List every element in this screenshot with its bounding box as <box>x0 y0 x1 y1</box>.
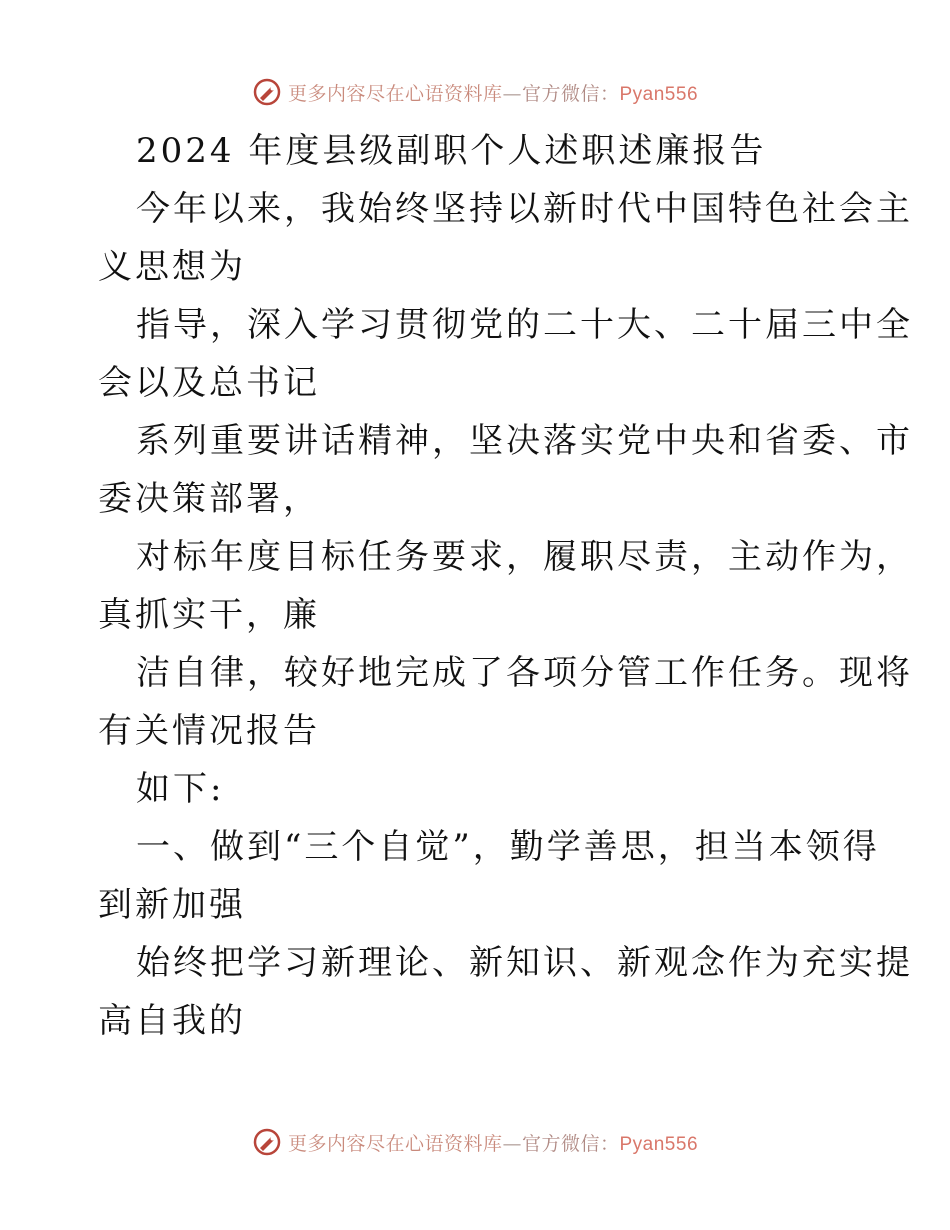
paragraph-line: 义思想为 <box>98 247 246 287</box>
paragraph-line: 始终把学习新理论、新知识、新观念作为充实提 <box>136 943 913 983</box>
pen-nib-circle-icon <box>252 1127 282 1157</box>
paragraph-line: 对标年度目标任务要求，履职尽责，主动作为， <box>136 537 913 577</box>
paragraph-line: 指导，深入学习贯彻党的二十大、二十届三中全 <box>136 305 913 345</box>
pen-nib-circle-icon <box>252 77 282 107</box>
document-title: 2024 年度县级副职个人述职述廉报告 <box>136 131 767 171</box>
paragraph-line: 真抓实干，廉 <box>98 595 320 635</box>
footer-watermark <box>0 1122 950 1162</box>
paragraph-line: 系列重要讲话精神，坚决落实党中央和省委、市 <box>136 421 913 461</box>
watermark-text: 更多内容尽在心语资料库—官方微信：Pyan556 <box>287 1132 699 1155</box>
header-watermark <box>0 72 950 112</box>
paragraph-line: 委决策部署， <box>98 479 320 519</box>
paragraph-line: 高自我的 <box>98 1001 246 1041</box>
section-heading-continued: 到新加强 <box>98 885 246 925</box>
section-heading: 一、做到“三个自觉”，勤学善思，担当本领得 <box>136 827 880 867</box>
paragraph-line: 今年以来，我始终坚持以新时代中国特色社会主 <box>136 189 913 229</box>
watermark-text: 更多内容尽在心语资料库—官方微信：Pyan556 <box>287 82 699 105</box>
paragraph-line: 会以及总书记 <box>98 363 320 403</box>
paragraph-line: 洁自律，较好地完成了各项分管工作任务。现将 <box>136 653 913 693</box>
paragraph-line: 有关情况报告 <box>98 711 320 751</box>
paragraph-line: 如下: <box>136 769 225 809</box>
document-body <box>98 122 913 1050</box>
